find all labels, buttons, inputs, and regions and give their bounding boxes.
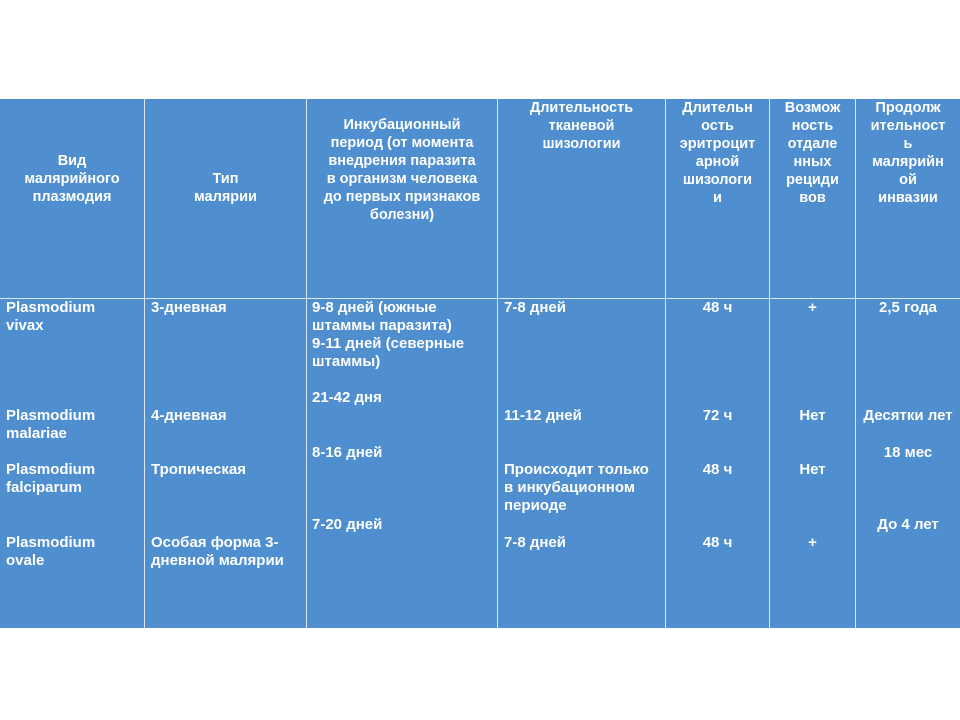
tissue-malariae: 11-12 дней	[504, 407, 582, 424]
header-species	[0, 99, 144, 298]
duration-vivax: 2,5 года	[879, 299, 937, 316]
type-ovale: Особая форма 3- дневной малярии	[151, 534, 284, 569]
relapse-ovale: +	[808, 534, 817, 551]
header-type-text: Тип малярии	[194, 171, 257, 205]
malaria-table	[0, 99, 960, 628]
header-erythro	[666, 99, 769, 298]
header-incubation-text: Инкубационный период (от момента внедрения паразита в организм человека до первых признаков болезни)	[323, 117, 481, 223]
incubation-falciparum: 8-16 дней	[312, 444, 383, 461]
header-type	[145, 99, 306, 298]
erythro-vivax: 48 ч	[702, 299, 733, 316]
incubation-vivax-south: 9-8 дней (южные штаммы паразита)	[312, 299, 452, 334]
type-malariae: 4-дневная	[151, 407, 227, 424]
header-duration	[856, 99, 960, 298]
header-relapse-text: Возмож ность отдале нных рециди вов	[784, 100, 841, 206]
incubation-malariae: 21-42 дня	[312, 389, 382, 406]
incubation-vivax-north: 9-11 дней (северные штаммы)	[312, 335, 465, 370]
tissue-falciparum: Происходит только в инкубационном периоде	[504, 461, 649, 514]
species-falciparum: Plasmodium falciparum	[6, 461, 96, 496]
tissue-vivax: 7-8 дней	[504, 299, 566, 316]
type-vivax: 3-дневная	[151, 299, 227, 316]
duration-ovale: До 4 лет	[877, 516, 939, 533]
header-relapse	[770, 99, 855, 298]
relapse-falciparum: Нет	[799, 461, 826, 478]
header-tissue-text: Длительность тканевой шизологии	[529, 100, 634, 152]
species-vivax: Plasmodium vivax	[6, 299, 96, 334]
header-incubation	[307, 99, 497, 298]
duration-falciparum: 18 мес	[883, 444, 933, 461]
header-tissue	[498, 99, 665, 298]
header-species-text: Вид малярийного плазмодия	[24, 153, 120, 205]
header-duration-text: Продолж ительност ь малярийн ой инвазии	[870, 100, 946, 206]
header-erythro-text: Длительн ость эритроцит арной шизологи и	[679, 100, 756, 206]
erythro-ovale: 48 ч	[702, 534, 733, 551]
relapse-vivax: +	[808, 299, 817, 316]
tissue-ovale: 7-8 дней	[504, 534, 566, 551]
incubation-ovale: 7-20 дней	[312, 516, 383, 533]
species-ovale: Plasmodium ovale	[6, 534, 96, 569]
erythro-malariae: 72 ч	[702, 407, 733, 424]
type-falciparum: Тропическая	[151, 461, 246, 478]
species-malariae: Plasmodium malariae	[6, 407, 96, 442]
erythro-falciparum: 48 ч	[702, 461, 733, 478]
duration-malariae: Десятки лет	[863, 407, 953, 424]
relapse-malariae: Нет	[799, 407, 826, 424]
